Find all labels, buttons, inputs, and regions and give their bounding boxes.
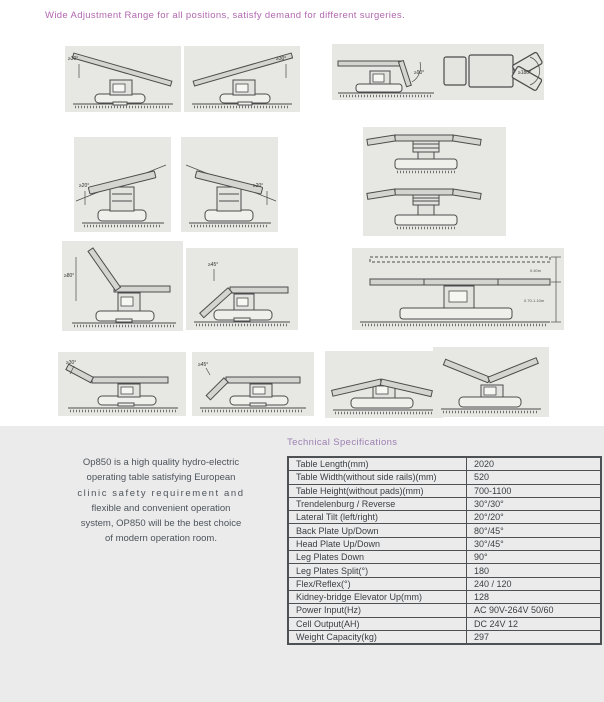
dimension-label: 0.40m [530, 268, 542, 273]
spec-label: Table Length(mm) [288, 457, 467, 471]
spec-label: Weight Capacity(kg) [288, 630, 467, 644]
diagram-table-height-positions [363, 127, 506, 236]
diagram-lateral-tilt-right [181, 137, 278, 232]
description-line: system, OP850 will be the best choice [80, 518, 242, 530]
spec-value: DC 24V 12 [467, 617, 602, 630]
spec-value: 2020 [467, 457, 602, 471]
angle-label: ≥30° [276, 56, 287, 62]
spec-value: 240 / 120 [467, 577, 602, 590]
dimension-label: 0.70-1.10m [524, 298, 545, 303]
spec-row [288, 471, 601, 484]
diagram-reflex-position [433, 347, 549, 417]
diagram-table-dimensions [352, 248, 564, 330]
description-line: of modern operation room. [105, 533, 217, 545]
spec-label: Power Input(Hz) [288, 604, 467, 617]
spec-label: Flex/Reflex(°) [288, 577, 467, 590]
diagram-trendelenburg [65, 46, 181, 112]
spec-label: Table Width(without side rails)(mm) [288, 471, 467, 484]
spec-value: 520 [467, 471, 602, 484]
spec-row [288, 617, 601, 630]
page-title: Wide Adjustment Range for all positions, satisfy demand for different surgeries. [45, 10, 405, 21]
spec-row [288, 457, 601, 471]
angle-label: ≥30° [66, 360, 77, 366]
spec-value: 80°/45° [467, 524, 602, 537]
spec-label: Table Height(without pads)(mm) [288, 484, 467, 497]
spec-row [288, 604, 601, 617]
diagram-reverse-trendelenburg [184, 46, 300, 112]
spec-label: Leg Plates Split(°) [288, 564, 467, 577]
diagram-head-plate-up [58, 352, 186, 416]
spec-row [288, 564, 601, 577]
spec-row [288, 511, 601, 524]
spec-row [288, 590, 601, 603]
spec-row [288, 497, 601, 510]
diagram-back-plate-up [62, 241, 183, 331]
diagram-flex-position [325, 351, 443, 418]
description-line: clinic safety requirement and [77, 487, 245, 499]
angle-label: ≥30° [68, 56, 79, 62]
spec-value: AC 90V-264V 50/60 [467, 604, 602, 617]
angle-label: ≥20° [79, 183, 90, 189]
angle-label: ≥80° [64, 273, 75, 279]
spec-value: 180 [467, 564, 602, 577]
description-line: flexible and convenient operation [91, 502, 231, 514]
description-line: Op850 is a high quality hydro-electric [82, 457, 240, 468]
spec-value: 90° [467, 551, 602, 564]
spec-value: 297 [467, 630, 602, 644]
spec-value: 700-1100 [467, 484, 602, 497]
specs-table [287, 456, 602, 645]
spec-label: Head Plate Up/Down [288, 537, 467, 550]
spec-label: Kidney-bridge Elevator Up(mm) [288, 590, 467, 603]
product-description [30, 455, 292, 547]
spec-label: Lateral Tilt (left/right) [288, 511, 467, 524]
angle-label: ≥20° [253, 183, 264, 189]
angle-label: ≥90° [414, 70, 425, 76]
spec-label: Trendelenburg / Reverse [288, 497, 467, 510]
spec-row [288, 577, 601, 590]
diagram-head-plate-down [192, 352, 314, 416]
spec-row [288, 537, 601, 550]
angle-label: ≥180° [518, 70, 532, 76]
spec-label: Cell Output(AH) [288, 617, 467, 630]
spec-value: 30°/45° [467, 537, 602, 550]
spec-row [288, 551, 601, 564]
spec-label: Back Plate Up/Down [288, 524, 467, 537]
description-line: operating table satisfying European [86, 472, 236, 484]
spec-row [288, 524, 601, 537]
angle-label: ≥45° [208, 262, 219, 268]
spec-row [288, 484, 601, 497]
diagram-back-plate-down [186, 248, 298, 330]
specs-heading: Technical Specifications [287, 437, 398, 448]
specs-section [287, 437, 602, 645]
spec-row [288, 630, 601, 644]
diagram-lateral-tilt-left [74, 137, 171, 232]
spec-value: 128 [467, 590, 602, 603]
spec-value: 30°/30° [467, 497, 602, 510]
angle-label: ≥45° [198, 362, 209, 368]
spec-label: Leg Plates Down [288, 551, 467, 564]
diagram-leg-down-and-leg-split [332, 44, 544, 100]
bottom-section [0, 426, 604, 702]
spec-value: 20°/20° [467, 511, 602, 524]
